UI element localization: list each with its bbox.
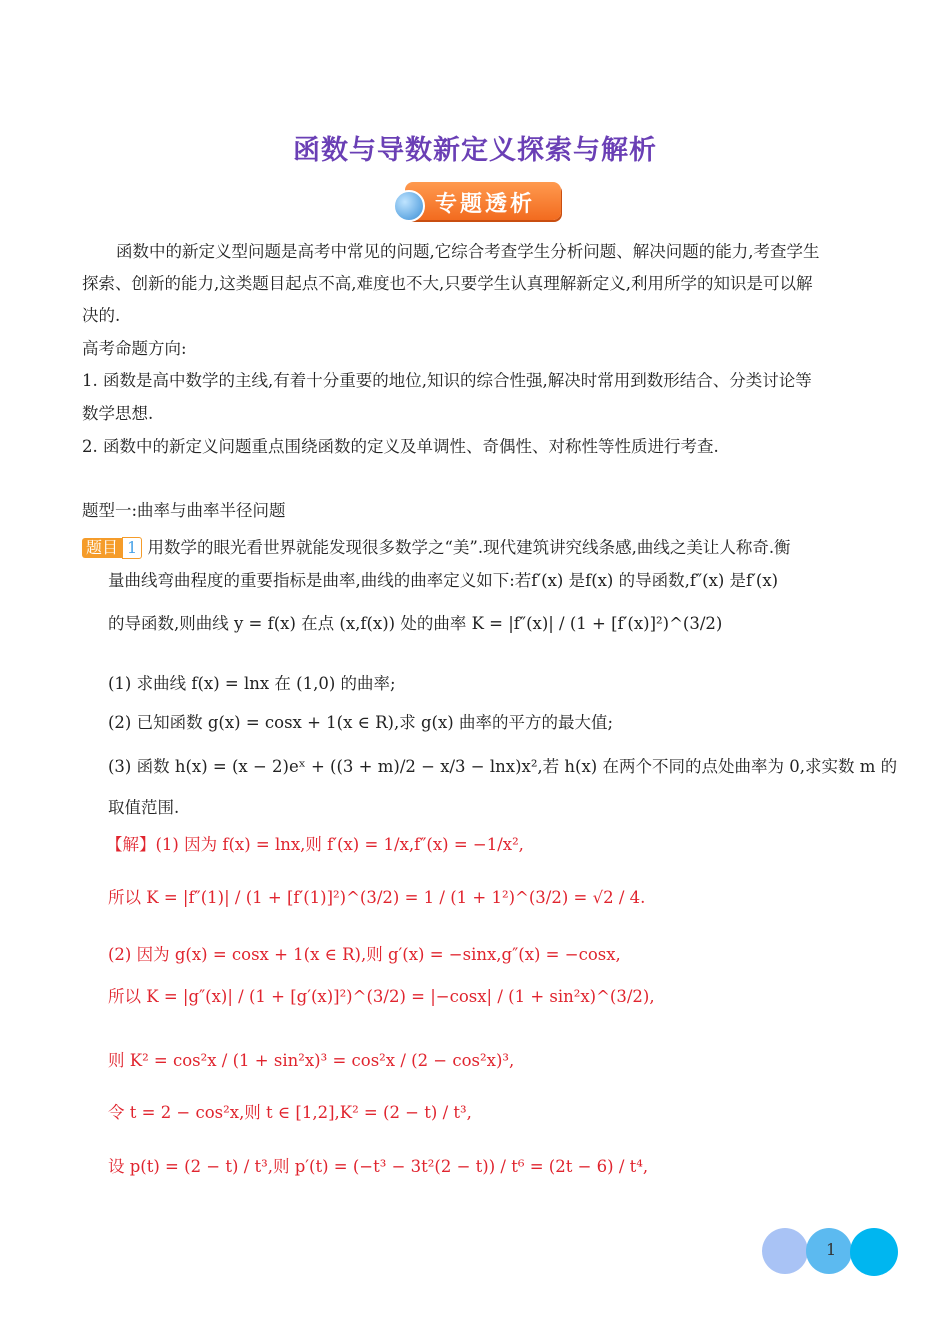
section-badge — [393, 180, 563, 222]
solution-line-5: 则 K² = cos²x / (1 + sin²x)³ = cos²x / (2 − cos²x)³, — [108, 1051, 515, 1070]
problem-text-1: 用数学的眼光看世界就能发现很多数学之“美”.现代建筑讲究线条感,曲线之美让人称奇.衡 — [147, 538, 791, 557]
badge-pill — [405, 182, 561, 220]
direction-heading: 高考命题方向: — [82, 339, 187, 358]
page-number: 1 — [826, 1240, 837, 1259]
page-title: 函数与导数新定义探索与解析 — [293, 135, 657, 166]
problem-line-2: 量曲线弯曲程度的重要指标是曲率,曲线的曲率定义如下:若f′(x) 是f(x) 的导函数,f″(x) 是f′(x) — [108, 571, 779, 590]
solution-line-7: 设 p(t) = (2 − t) / t³,则 p′(t) = (−t³ − 3t²(2 − t)) / t⁶ = (2t − 6) / t⁴, — [108, 1157, 649, 1176]
solution-line-1: 【解】(1) 因为 f(x) = lnx,则 f′(x) = 1/x,f″(x) = −1/x², — [106, 835, 524, 854]
direction-item-2: 2. 函数中的新定义问题重点围绕函数的定义及单调性、奇偶性、对称性等性质进行考查. — [82, 437, 719, 456]
problem-line-3: 的导函数,则曲线 y = f(x) 在点 (x,f(x)) 处的曲率 K = |f″(x)| / (1 + [f′(x)]²)^(3/2) — [108, 614, 723, 633]
solution-line-3: (2) 因为 g(x) = cosx + 1(x ∈ R),则 g′(x) = −sinx,g″(x) = −cosx, — [108, 945, 621, 964]
globe-icon — [393, 190, 425, 222]
intro-line-3: 决的. — [82, 306, 121, 325]
question-3-cont: 取值范围. — [108, 798, 180, 817]
section-heading: 题型一:曲率与曲率半径问题 — [82, 501, 286, 520]
direction-item-1-cont: 数学思想. — [82, 404, 154, 423]
intro-line-2: 探索、创新的能力,这类题目起点不高,难度也不大,只要学生认真理解新定义,利用所学的知识是可以解 — [82, 274, 813, 293]
solution-line-6: 令 t = 2 − cos²x,则 t ∈ [1,2],K² = (2 − t) / t³, — [108, 1103, 472, 1122]
intro-line-1: 函数中的新定义型问题是高考中常见的问题,它综合考查学生分析问题、解决问题的能力,考查学生 — [116, 242, 820, 261]
question-2: (2) 已知函数 g(x) = cosx + 1(x ∈ R),求 g(x) 曲率的平方的最大值; — [108, 713, 614, 732]
direction-item-1: 1. 函数是高中数学的主线,有着十分重要的地位,知识的综合性强,解决时常用到数形结合、分类讨论等 — [82, 371, 812, 390]
problem-number: 1 — [122, 537, 142, 559]
problem-tag: 题目 — [82, 538, 122, 558]
badge-label: 专题透析 — [435, 192, 536, 217]
solution-line-2: 所以 K = |f″(1)| / (1 + [f′(1)]²)^(3/2) = 1 / (1 + 1²)^(3/2) = √2 / 4. — [108, 888, 646, 907]
question-3: (3) 函数 h(x) = (x − 2)eˣ + ((3 + m)/2 − x/3 − lnx)x²,若 h(x) 在两个不同的点处曲率为 0,求实数 m 的 — [108, 757, 898, 776]
page-dot-right — [850, 1228, 898, 1276]
solution-line-4: 所以 K = |g″(x)| / (1 + [g′(x)]²)^(3/2) = |−cosx| / (1 + sin²x)^(3/2), — [108, 987, 655, 1006]
page-dot-left — [762, 1228, 808, 1274]
problem-line-1 — [82, 537, 791, 559]
question-1: (1) 求曲线 f(x) = lnx 在 (1,0) 的曲率; — [108, 674, 396, 693]
